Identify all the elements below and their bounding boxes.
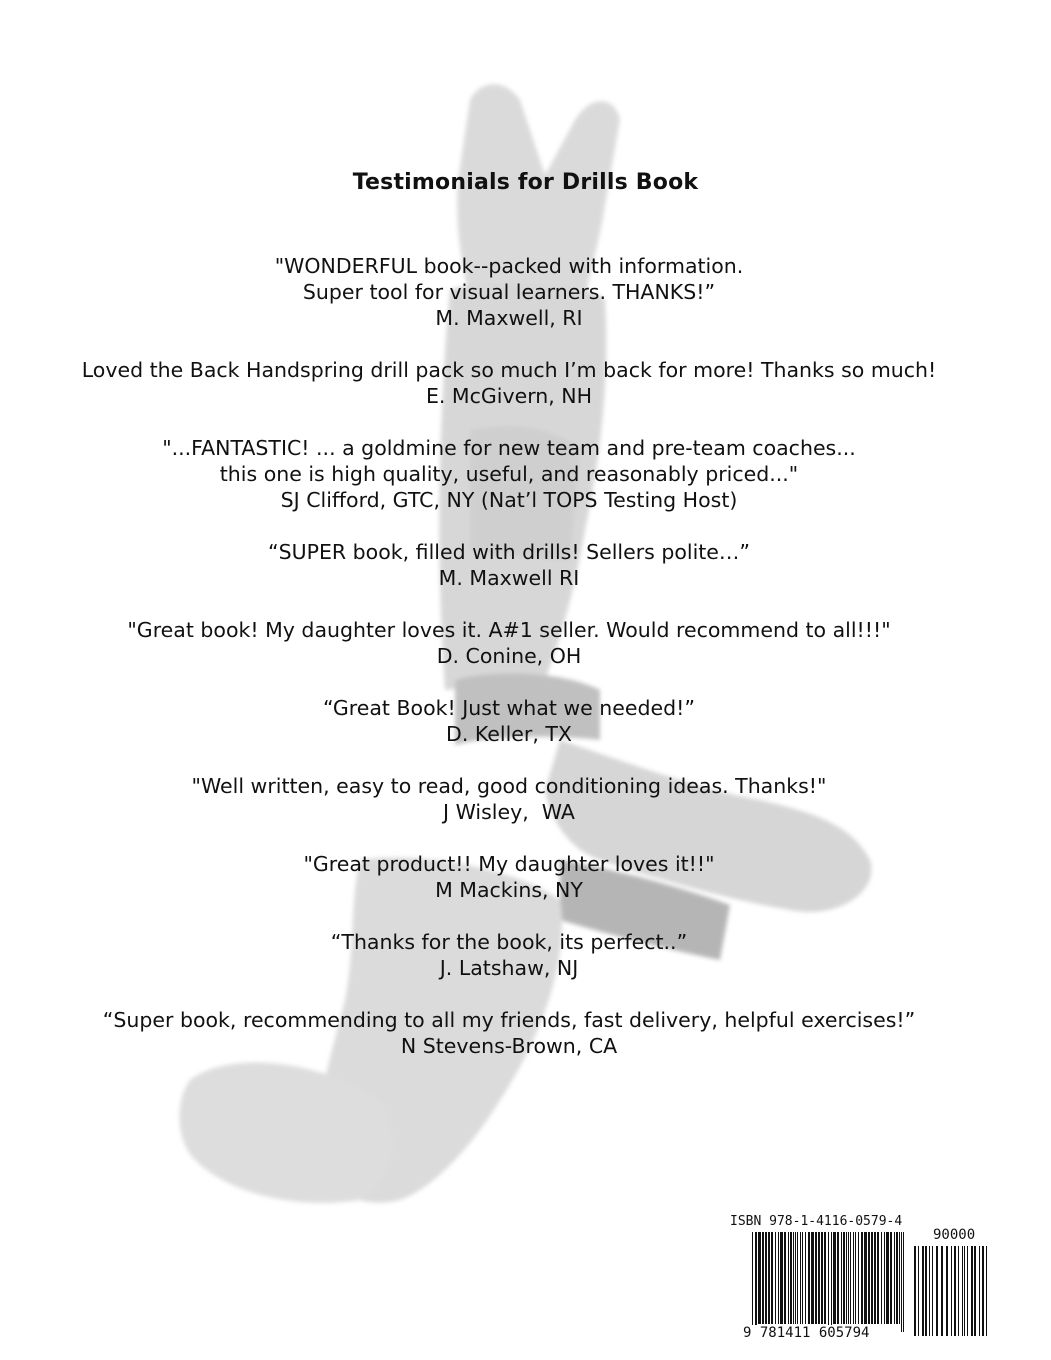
quote-line: "WONDERFUL book--packed with information. [274, 254, 744, 278]
barcode-bar [758, 1232, 761, 1324]
barcode-bar [824, 1232, 826, 1324]
addon-bar [974, 1246, 976, 1336]
barcode-bar [853, 1232, 854, 1324]
addon-bar [971, 1246, 973, 1336]
testimonial-item [0, 253, 1018, 331]
testimonial-item [0, 929, 1018, 981]
quote-line: “SUPER book, filled with drills! Sellers polite…” [267, 540, 751, 564]
barcode-bar [841, 1232, 842, 1324]
barcode-bar [788, 1232, 789, 1324]
barcode-bar [771, 1232, 773, 1324]
testimonial-author: D. Conine, OH [436, 644, 582, 668]
barcode-bar [833, 1232, 836, 1324]
testimonial-item [0, 357, 1018, 409]
barcode-bar [846, 1232, 847, 1324]
addon-bar [932, 1246, 933, 1336]
testimonial-author: J Wisley, WA [443, 800, 575, 824]
barcode-bar [821, 1232, 823, 1324]
barcode-bar [901, 1232, 902, 1332]
isbn-barcode [728, 1214, 993, 1344]
addon-bar [929, 1246, 930, 1336]
barcode-bar [864, 1232, 867, 1324]
barcode-bar [874, 1232, 876, 1324]
testimonial-item [0, 851, 1018, 903]
barcode-bar [762, 1232, 764, 1324]
barcode-bar [793, 1232, 794, 1324]
quote-line: “Thanks for the book, its perfect..” [330, 930, 688, 954]
quote-line: Loved the Back Handspring drill pack so much I’m back for more! Thanks so much! [81, 358, 937, 382]
testimonial-author: M. Maxwell RI [438, 566, 580, 590]
addon-bar [979, 1246, 980, 1336]
isbn-label: ISBN 978-1-4116-0579-4 [730, 1214, 903, 1229]
quote-line: "...FANTASTIC! ... a goldmine for new team and pre-team coaches... [162, 436, 856, 460]
barcode-bar [775, 1232, 776, 1324]
testimonial-item [0, 1007, 1018, 1059]
barcode-bar [848, 1232, 849, 1324]
barcode-bar [805, 1232, 806, 1324]
barcode-bar [780, 1232, 783, 1324]
addon-bar [982, 1246, 984, 1336]
barcode-bar [765, 1232, 767, 1324]
addon-bar [967, 1246, 968, 1336]
quote-line: “Great Book! Just what we needed!” [323, 696, 695, 720]
barcode-bar [811, 1232, 814, 1324]
barcode-bar [800, 1232, 801, 1324]
testimonial-item [0, 773, 1018, 825]
barcode-bar [899, 1232, 900, 1324]
barcode-bar [755, 1232, 757, 1332]
barcode-bar [871, 1232, 873, 1324]
testimonial-author: J. Latshaw, NJ [439, 956, 579, 980]
barcode-bar [884, 1232, 885, 1324]
barcode-bar [837, 1232, 839, 1324]
barcode-bar [855, 1232, 856, 1324]
testimonial-author: M Mackins, NY [435, 878, 583, 902]
barcode-bar [768, 1232, 770, 1324]
testimonial-author: M. Maxwell, RI [435, 306, 583, 330]
quote-line: "Great product!! My daughter loves it!!" [303, 852, 715, 876]
barcode-addon-digits: 90000 [933, 1227, 976, 1243]
barcode-bar [868, 1232, 870, 1324]
addon-bar [951, 1246, 952, 1336]
addon-bar [918, 1246, 919, 1336]
barcode-bar [797, 1232, 798, 1324]
barcode-bar [784, 1232, 786, 1324]
barcode-bar [831, 1232, 832, 1332]
quote-line: this one is high quality, useful, and reasonably priced..." [219, 462, 799, 486]
quote-line: "Well written, easy to read, good conditioning ideas. Thanks!" [191, 774, 827, 798]
testimonial-item [0, 435, 1018, 513]
barcode-bar [896, 1232, 898, 1324]
barcode-bar [790, 1232, 792, 1324]
addon-bar [964, 1246, 965, 1336]
page-title: Testimonials for Drills Book [352, 170, 699, 195]
barcode-bar [903, 1232, 904, 1332]
barcode-bar [894, 1232, 895, 1324]
testimonial-item [0, 617, 1018, 669]
barcode-bar [850, 1232, 851, 1324]
addon-bar [925, 1246, 927, 1336]
barcode-bar [877, 1232, 879, 1324]
quote-line: “Super book, recommending to all my friends, fast delivery, helpful exercises!” [102, 1008, 916, 1032]
barcode-bar [815, 1232, 817, 1324]
barcode-bar [818, 1232, 820, 1324]
addon-bar [914, 1246, 916, 1336]
testimonial-item [0, 539, 1018, 591]
testimonial-author: SJ Clifford, GTC, NY (Nat’l TOPS Testing Host) [280, 488, 738, 512]
barcode-bar [886, 1232, 889, 1324]
barcode-bar [890, 1232, 892, 1324]
testimonial-item [0, 695, 1018, 747]
addon-bar [946, 1246, 948, 1336]
testimonial-author: N Stevens-Brown, CA [400, 1034, 618, 1058]
barcode-bar [778, 1232, 779, 1324]
quote-line: "Great book! My daughter loves it. A#1 seller. Would recommend to all!!!" [127, 618, 891, 642]
addon-bar [922, 1246, 924, 1336]
addon-bar [936, 1246, 938, 1336]
barcode-bar [752, 1232, 753, 1332]
barcode-bar [808, 1232, 810, 1324]
addon-bar [941, 1246, 943, 1336]
testimonial-author: D. Keller, TX [446, 722, 572, 746]
addon-bar [986, 1246, 987, 1336]
barcode-bar [843, 1232, 845, 1324]
barcode-ean-digits: 9 781411 605794 [743, 1325, 870, 1341]
barcode-bar [861, 1232, 863, 1324]
barcode-bar [795, 1232, 796, 1324]
barcode-bar [858, 1232, 859, 1324]
barcode-bar [881, 1232, 882, 1324]
addon-bar [962, 1246, 963, 1336]
testimonials-list [0, 253, 1018, 1085]
barcode-bar [802, 1232, 803, 1324]
quote-line: Super tool for visual learners. THANKS!” [302, 280, 716, 304]
addon-bar [954, 1246, 956, 1336]
testimonial-author: E. McGivern, NH [425, 384, 593, 408]
barcode-bar [828, 1232, 829, 1332]
addon-bar [958, 1246, 959, 1336]
